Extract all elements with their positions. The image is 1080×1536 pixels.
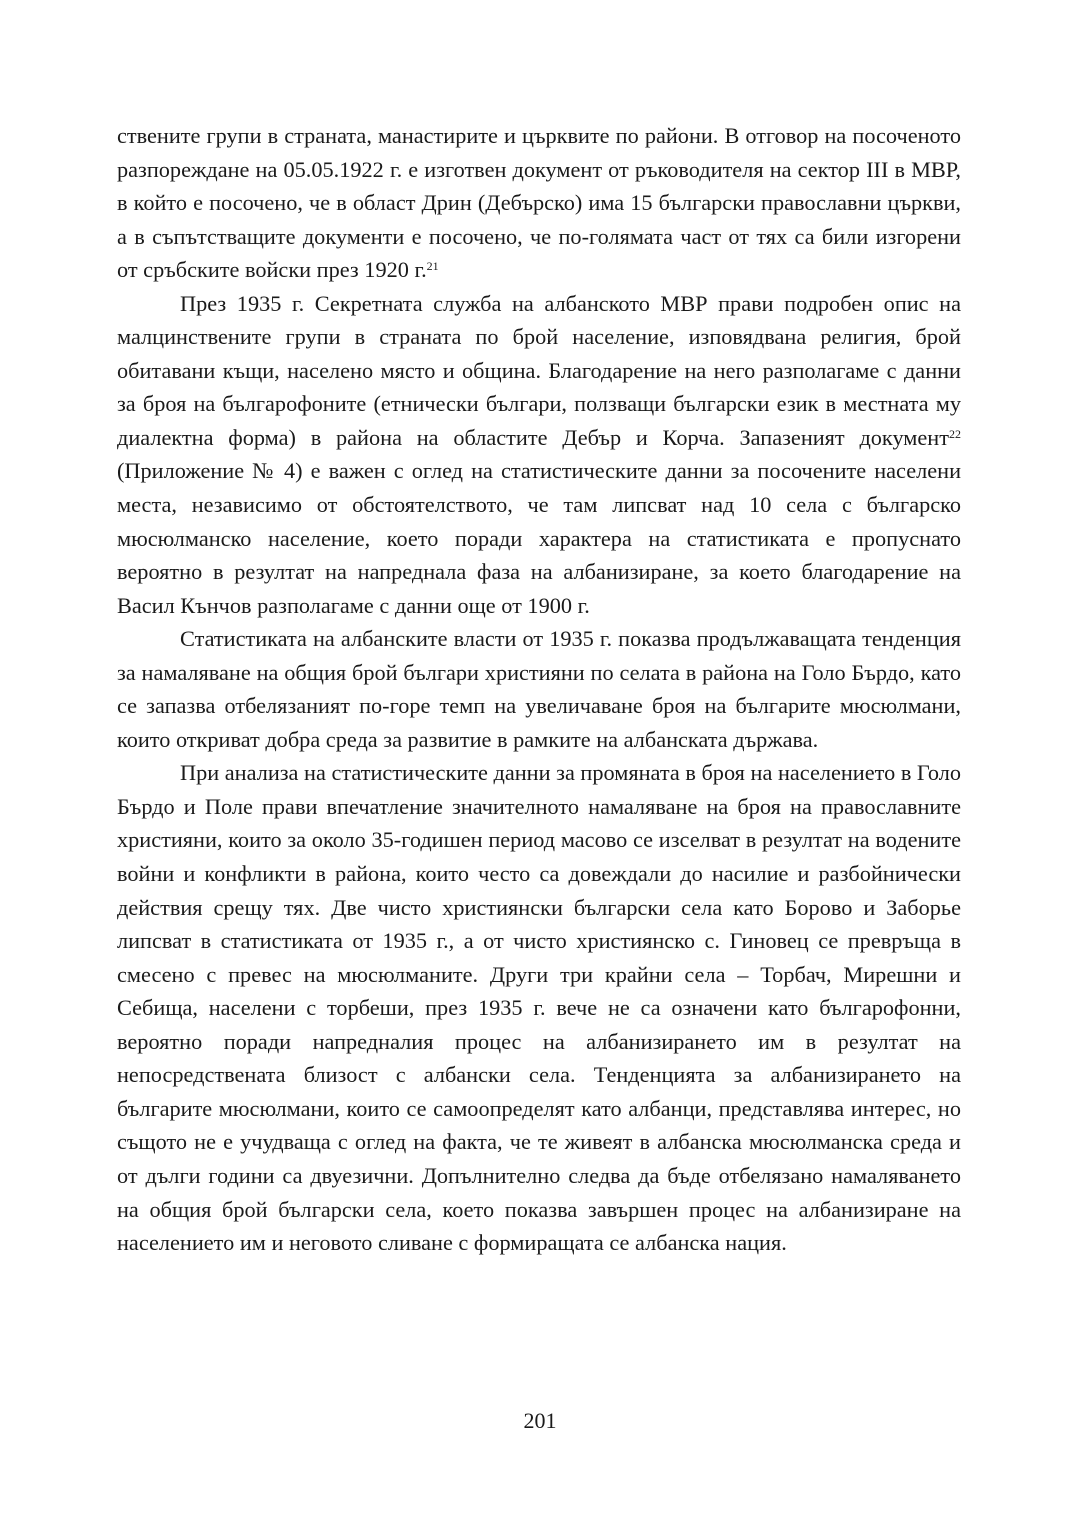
paragraph-1 — [117, 119, 961, 287]
paragraph-4 — [117, 756, 961, 1259]
page-number: 201 — [523, 1408, 557, 1433]
paragraph-4-text: При анализа на статистическите данни за промяната в броя на населението в Голо Бърдо и Поле прави впечатление значителното намаляване на броя на православните християни, които за около 35-годишен период масово се изселват в резултат на водените войни и конфликти в района, които често са довеждали до насилие и разбойнически действия срещу тях. Две чисто християнски български села като Борово и Заборье липсват в статистиката от 1935 г., а от чисто християнско с. Гиновец се превръща в смесено с превес на мюсюлманите. Други три крайни села – Торбач, Мирешни и Себища, населени с торбеши, през 1935 г. вече не са означени като българофонни, вероятно поради напредналия процес на албанизирането им в резултат на непосредствената близост с албански села. Тенденцията за албанизирането на българите мюсюлмани, които се самоопределят като албанци, представлява интерес, но същото не е учудваща с оглед на факта, че те живеят в албанска мюсюлманска среда и от дълги години са двуезични. Допълнително следва да бъде отбелязано намаляването на общия брой български села, което показва завършен процес на албанизиране на населението им и неговото сливане с формиращата се албанска нация. — [117, 760, 961, 1256]
paragraph-2 — [117, 287, 961, 622]
body-text — [117, 119, 961, 1260]
paragraph-3 — [117, 622, 961, 756]
paragraph-2-text-continued: (Приложение № 4) е важен с оглед на статистическите данни за посочените населени места, независимо от обстоятелството, че там липсват над 10 села с българско мюсюлманско население, което поради характера на статистиката е пропуснато вероятно в резултат на напреднала фаза на албанизиране, за което благодарение на Васил Кънчов разполагаме с данни още от 1900 г. — [117, 458, 961, 618]
paragraph-3-text: Статистиката на албанските власти от 1935 г. показва продължаващата тенденция за намаляване на общия брой българи християни по селата в района на Голо Бърдо, като се запазва отбелязаният по-горе темп на увеличаване броя на българите мюсюлмани, които откриват добра среда за развитие в рамките на албанската държава. — [117, 626, 961, 752]
paragraph-1-text: ствените групи в страната, манастирите и църквите по райони. В отговор на посоченото разпореждане на 05.05.1922 г. е изготвен документ от ръководителя на сектор III в МВР, в който е посочено, че в област Дрин (Дебърско) има 15 български православни църкви, а в съпътстващите документи е посочено, че по-голямата част от тях са били изгорени от сръбските войски през 1920 г. — [117, 123, 961, 283]
footnote-ref-22[interactable]: 22 — [949, 426, 961, 441]
footnote-ref-21[interactable]: 21 — [426, 258, 439, 273]
paragraph-2-text: През 1935 г. Секретната служба на албанското МВР прави подробен опис на малцинствените групи в страната по брой население, изповядвана религия, брой обитавани къщи, населено място и община. Благодарение на него разполагаме с данни за броя на българофоните (етнически българи, ползващи български език в местната му диалектна форма) в района на областите Дебър и Корча. Запазеният документ — [117, 290, 961, 450]
